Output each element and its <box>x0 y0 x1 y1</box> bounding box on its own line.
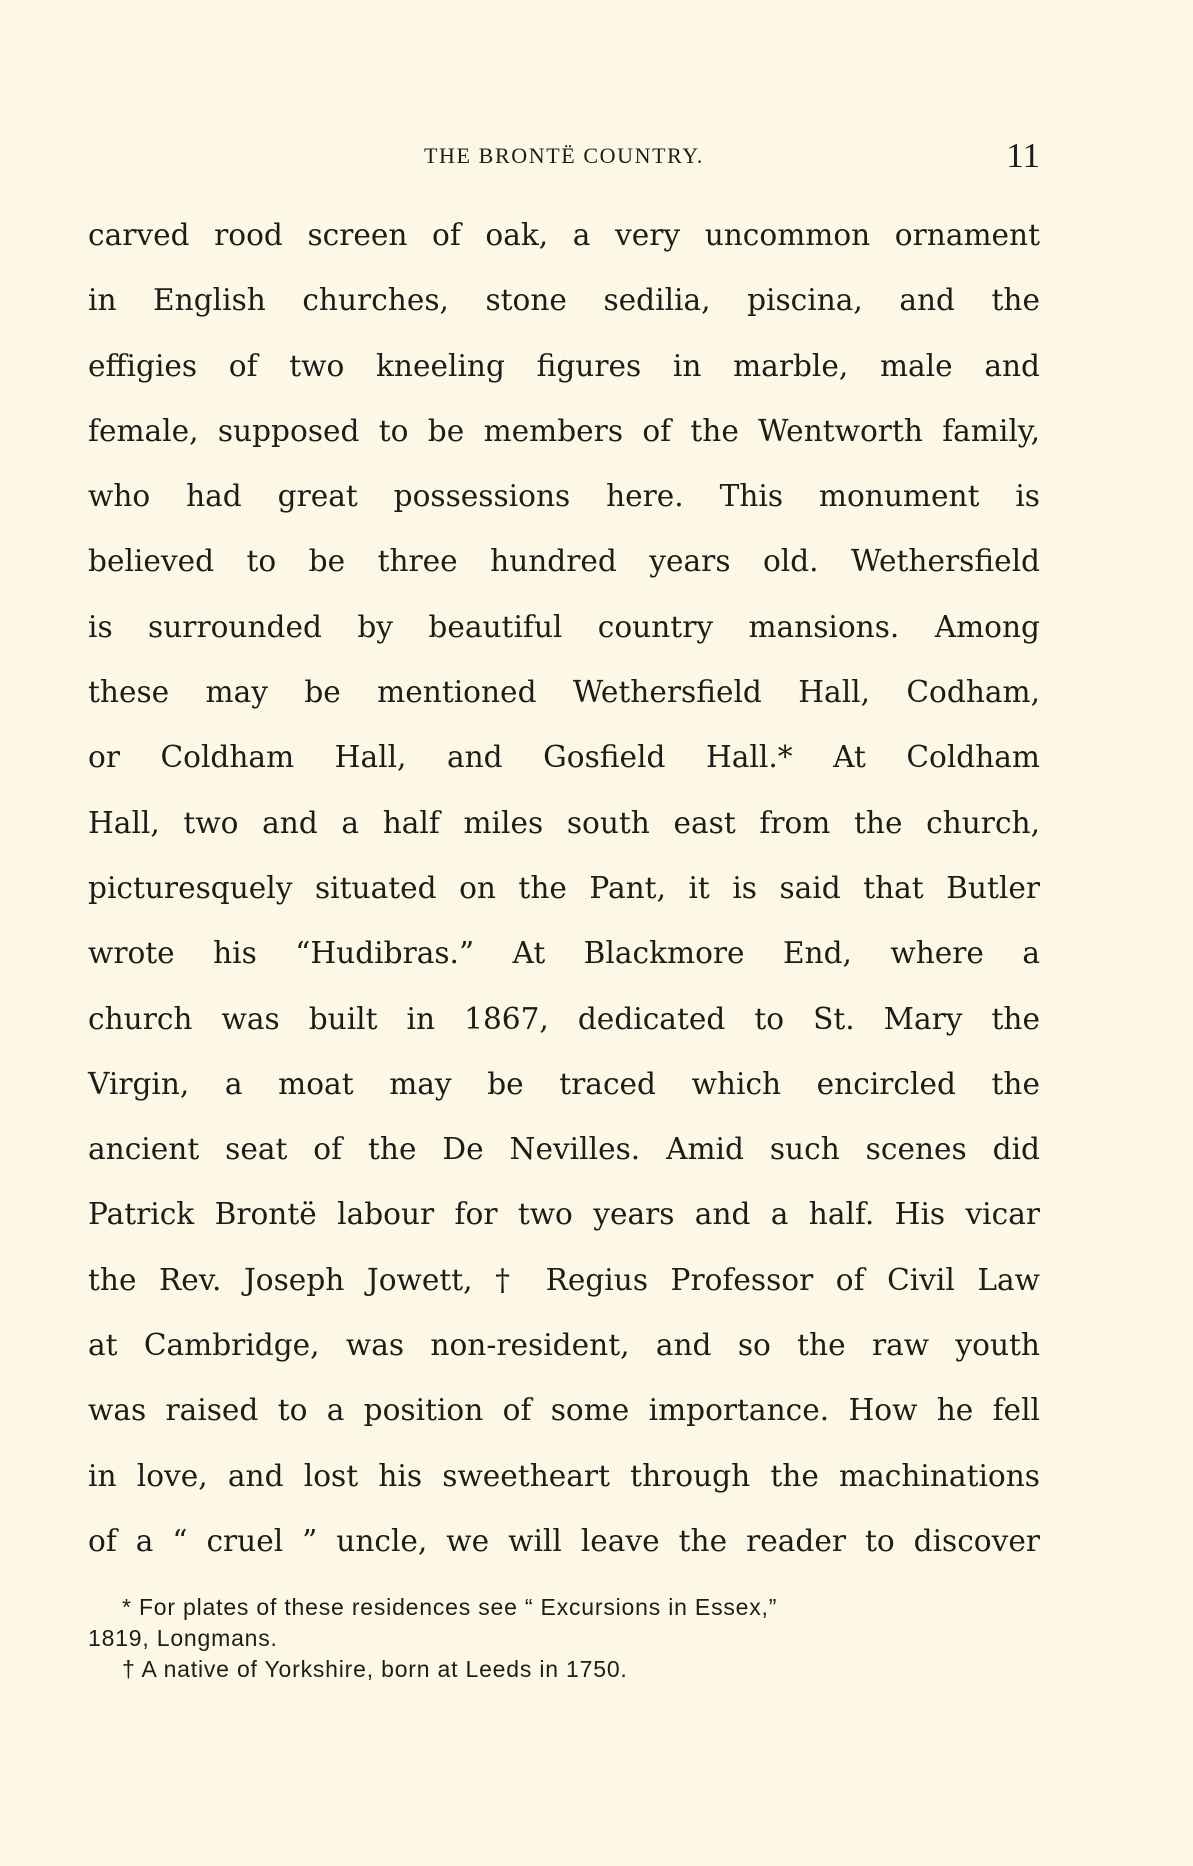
page-number: 11 <box>1006 136 1040 175</box>
text-line: at Cambridge, was non-resident, and so the raw youth <box>88 1328 1040 1363</box>
text-line: Virgin, a moat may be traced which encircled the <box>88 1066 1040 1101</box>
text-line: believed to be three hundred years old. Wethersfield <box>88 544 1040 579</box>
text-line: these may be mentioned Wethersfield Hall, Codham, <box>88 675 1040 710</box>
text-line: church was built in 1867, dedicated to St. Mary the <box>88 1001 1040 1036</box>
text-line: ancient seat of the De Nevilles. Amid such scenes did <box>88 1132 1040 1167</box>
footnote-dagger: † A native of Yorkshire, born at Leeds in 1750. <box>122 1656 628 1682</box>
text-line: female, supposed to be members of the Wentworth family, <box>88 413 1040 448</box>
text-line: effigies of two kneeling figures in marble, male and <box>88 348 1040 383</box>
text-line: who had great possessions here. This monument is <box>88 479 1040 514</box>
text-line: was raised to a position of some importance. How he fell <box>88 1393 1040 1428</box>
text-line: or Coldham Hall, and Gosfield Hall.* At Coldham <box>88 740 1040 775</box>
body-text <box>88 203 1040 1574</box>
text-line: of a “ cruel ” uncle, we will leave the reader to discover <box>88 1523 1040 1558</box>
text-line: Hall, two and a half miles south east from the church, <box>88 805 1040 840</box>
text-line: picturesquely situated on the Pant, it is said that Butler <box>88 870 1040 905</box>
text-line: the Rev. Joseph Jowett, † Regius Professor of Civil Law <box>88 1262 1040 1297</box>
text-line: in love, and lost his sweetheart through the machinations <box>88 1458 1040 1493</box>
text-line: carved rood screen of oak, a very uncommon ornament <box>88 218 1040 252</box>
running-title: THE BRONTË COUNTRY. <box>424 143 704 168</box>
text-line: wrote his “Hudibras.” At Blackmore End, where a <box>88 936 1040 971</box>
footnote-asterisk: * For plates of these residences see “ Excursions in Essex,” <box>122 1594 778 1620</box>
running-head <box>88 136 1040 176</box>
text-line: is surrounded by beautiful country mansions. Among <box>88 609 1040 644</box>
footnotes <box>88 1592 1040 1685</box>
text-line: Patrick Brontë labour for two years and a half. His vicar <box>88 1197 1040 1232</box>
text-line: in English churches, stone sedilia, piscina, and the <box>88 283 1040 318</box>
footnote-continuation: 1819, Longmans. <box>88 1625 278 1651</box>
